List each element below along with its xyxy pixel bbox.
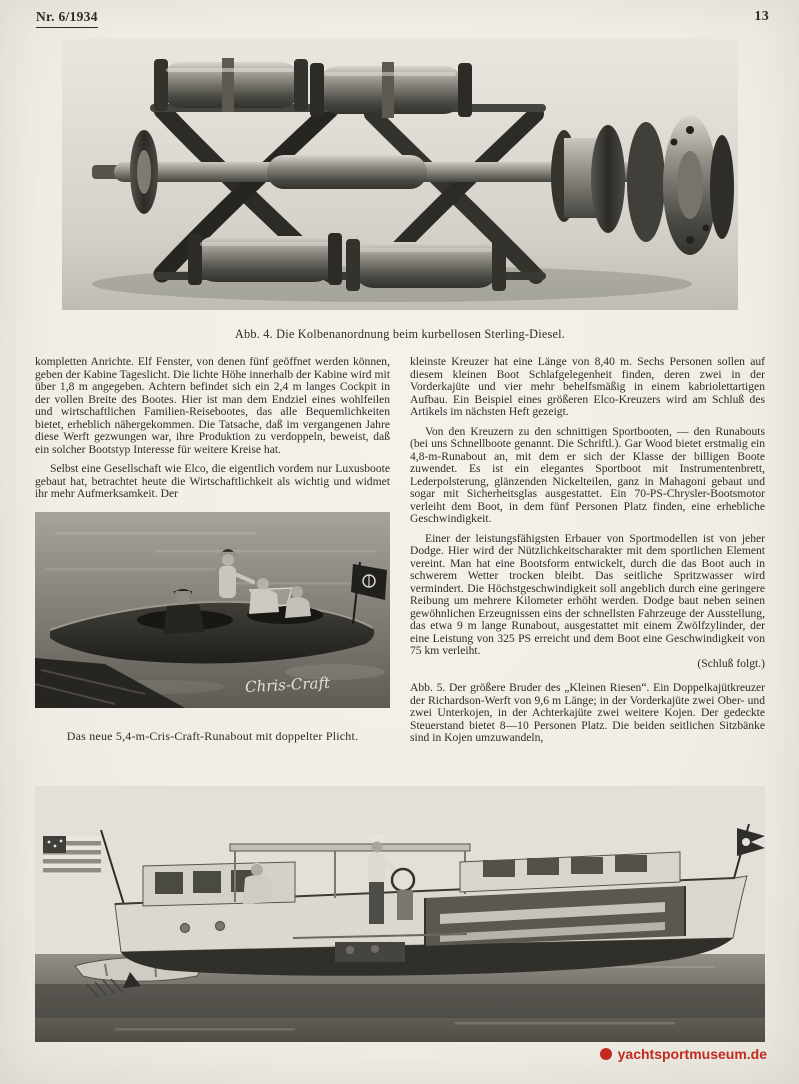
paragraph-text: Einer der leistungsfähigsten Erbauer von Sportmodellen ist von jeher Dodge. Hier wird der Nützlichkeitscharakter mit dem sportlichen Element vereint. Man hat eine Bootsform entwickelt, durch die das Boot auch in schwerem Wetter trocken bleibt. Das seitliche Spritzwasser wird vermindert. Die Höchstgeschwindigkeit soll angeblich durch eine geringere Reibung um mehrere Kilometer erhöht werden. Dodge baut neben seinen gewöhnlichen Erzeugnissen eins der schnellsten Fahrzeuge der Ausstellung, das etwa 9 m lange Runabout, ausgestattet mit einem Zwölfzylinder, der eine Leistung von 325 PS erreicht und dem Boot eine Geschwindigkeit von 75 km verleiht. xyxy=(410,531,765,657)
body-paragraph: Von den Kreuzern zu den schnittigen Sportbooten, — den Runabouts (bei uns Schnellboote genannt. Die Schriftl.). Gar Wood bietet erstmalig ein 4,8-m-Runabout an, mit dem er sich der Klasse der billigen Boote zuwendet. Es ist ein elegantes Sportboot mit Instrumentenbrett, Lederpolsterung, glänzenden Nickelteilen, ganz in Mahagoni gebaut und sogar mit Sicherheitsglas ausgestattet. Ein 70-PS-Chrysler-Bootsmotor verleiht dem Boot, in dem fünf Personen Platz finden, eine erhebliche Geschwindigkeit. xyxy=(410,424,765,525)
watermark-dot-icon xyxy=(600,1048,612,1060)
watermark-text: yachtsportmuseum.de xyxy=(617,1046,767,1062)
chris-craft-figure xyxy=(35,512,390,743)
watermark xyxy=(600,1046,767,1062)
issue-number: Nr. 6/1934 xyxy=(36,9,98,28)
body-paragraph: kompletten Anrichte. Elf Fenster, von denen fünf geöffnet werden können, geben der Kabine Tageslicht. Die lichte Höhe innerhalb der Kabine wird mit über 1,8 m angegeben. Achtern befindet sich ein 2,4 m langes Cockpit in der vollen Breite des Bootes. Hier ist man dem Endziel eines wohlfeilen und wirtschaftlichen Familien-Reisebootes, das alle Bequemlichkeiten bietet, erheblich nähergekommen. Die Tatsache, daß im vergangenen Jahre diese Werft gezwungen war, ihre Produktion zu verdoppeln, beweist, daß ein solcher Bootstyp Interesse für weitere Kreise hat. xyxy=(35,355,390,456)
body-paragraph: kleinste Kreuzer hat eine Länge von 8,40 m. Sechs Personen sollen auf diesem kleinen Boot Schlafgelegenheit finden, deren zwei in der Vorderkajüte und vier mehr behelfsmäßig in einem kabriolettartigen Aufbau. Ein Beispiel eines größeren Elco-Kreuzers wird am Schluß des Artikels im nächsten Heft gezeigt. xyxy=(410,355,765,418)
boat-name-lettering: Chris-Craft xyxy=(244,673,331,696)
article-columns xyxy=(35,356,765,752)
page-number: 13 xyxy=(754,9,769,24)
figure-4-caption: Abb. 4. Die Kolbenanordnung beim kurbellosen Sterling-Diesel. xyxy=(234,327,566,341)
schluss-note: (Schluß folgt.) xyxy=(697,656,765,670)
left-column xyxy=(35,356,390,752)
page-header xyxy=(36,9,769,28)
body-paragraph: Selbst eine Gesellschaft wie Elco, die eigentlich vordem nur Luxusboote gebaut hat, betrachtet heute die Wirtschaftlichkeit als wichtig und widmet ihr mehr Aufmerksamkeit. Der xyxy=(35,462,390,500)
right-column xyxy=(410,356,765,752)
photo-caption: Das neue 5,4-m-Cris-Craft-Runabout mit doppelter Plicht. xyxy=(66,728,359,743)
figure-5 xyxy=(35,786,765,1042)
chris-craft-photo xyxy=(35,512,390,708)
body-paragraph xyxy=(410,533,765,671)
sterling-diesel-photo xyxy=(62,38,738,310)
figure-4 xyxy=(62,38,738,342)
figure-5-caption: Abb. 5. Der größere Bruder des „Kleinen Riesen“. Ein Doppelkajütkreuzer der Richardson-Werft von 9,6 m Länge; in der Vorderkajüte zwei Ober- und zwei Unterkojen, in der Achterkajüte zwei weitere Kojen. Der gedeckte Steuerstand bietet 8—10 Personen Platz. Die beiden seitlichen Sitzbänke sind in Kojen umzuwandeln, xyxy=(410,681,765,744)
cruiser-cutaway-illustration xyxy=(35,786,765,1042)
